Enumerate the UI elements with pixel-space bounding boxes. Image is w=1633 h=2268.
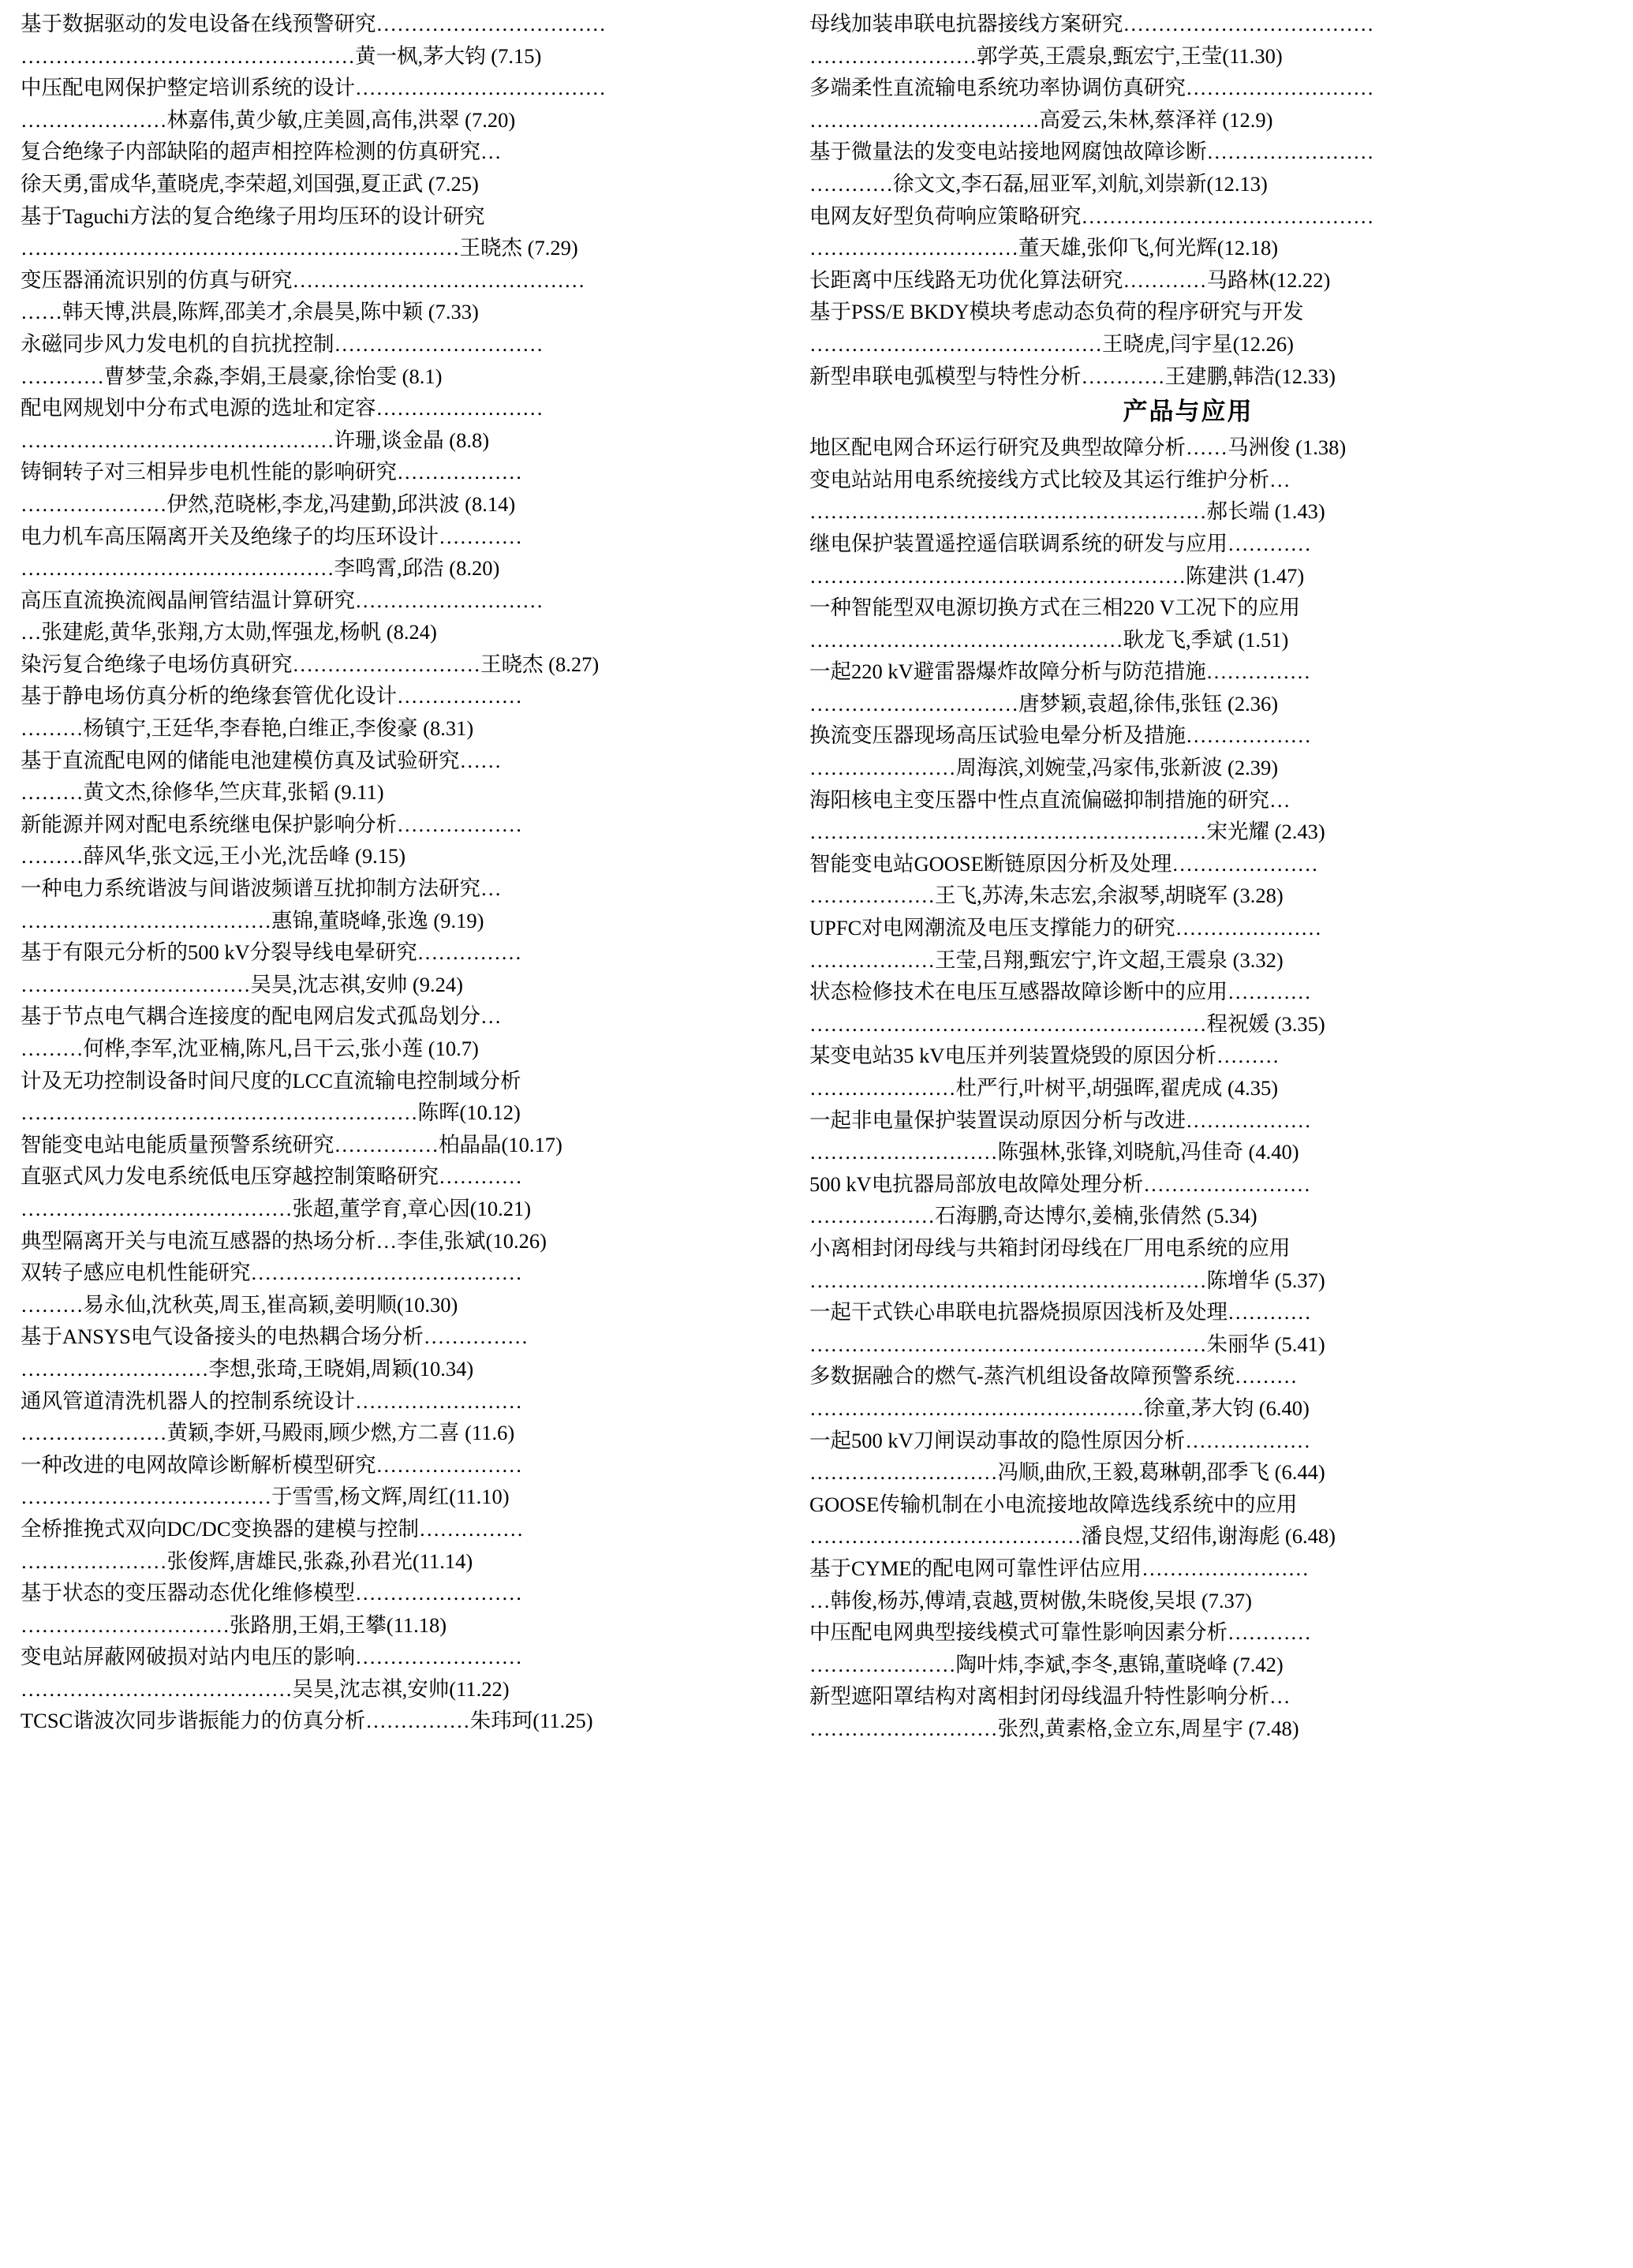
toc-entry-title: 一起500 kV刀闸误动事故的隐性原因分析……………… — [809, 1428, 1311, 1452]
toc-entry-authors: ……………………郭学英,王震泉,甄宏宁,王莹(11.30) — [809, 43, 1283, 68]
toc-entry[interactable] — [809, 1168, 1567, 1232]
toc-column-right — [809, 8, 1567, 2268]
toc-entry-title: 中压配电网保护整定培训系统的设计……………………………… — [21, 76, 606, 100]
toc-entry-title: 双转子感应电机性能研究………………………………… — [21, 1261, 522, 1285]
toc-entry[interactable] — [21, 1641, 778, 1705]
toc-entry[interactable] — [21, 1129, 778, 1161]
toc-entry-authors: …………………黄颖,李妍,马殿雨,顾少燃,方二喜 (11.6) — [21, 1421, 515, 1445]
toc-entry[interactable] — [21, 1257, 778, 1321]
toc-entry-authors: …………………………………………………郝长端 (1.43) — [809, 499, 1325, 524]
toc-entry[interactable] — [809, 656, 1567, 719]
toc-entry[interactable] — [809, 1616, 1567, 1680]
toc-entry-authors: ………黄文杰,徐修华,竺庆茸,张韬 (9.11) — [21, 780, 384, 805]
toc-entry-title: 基于直流配电网的储能电池建模仿真及试验研究…… — [21, 748, 502, 772]
toc-entry-title: 海阳核电主变压器中性点直流偏磁抑制措施的研究… — [809, 787, 1291, 812]
toc-entry[interactable] — [809, 432, 1567, 464]
toc-entry[interactable] — [809, 136, 1567, 200]
toc-entry-title: 铸铜转子对三相异步电机性能的影响研究……………… — [21, 460, 522, 484]
toc-entry-authors: …………………………………………………陈晖(10.12) — [21, 1100, 521, 1125]
toc-entry[interactable] — [809, 976, 1567, 1040]
toc-entry-authors: ………………………陈强林,张锋,刘晓航,冯佳奇 (4.40) — [809, 1140, 1299, 1164]
toc-entry-title: 全桥推挽式双向DC/DC变换器的建模与控制…………… — [21, 1516, 524, 1541]
toc-entry-title: 长距离中压线路无功优化算法研究…………马路林(12.22) — [809, 267, 1331, 292]
toc-entry[interactable] — [809, 8, 1567, 72]
toc-entry-authors: …………………张俊辉,唐雄民,张淼,孙君光(11.14) — [21, 1549, 473, 1573]
toc-entry-title: 基于微量法的发变电站接地网腐蚀故障诊断…………………… — [809, 140, 1374, 164]
toc-entry[interactable] — [809, 719, 1567, 783]
toc-entry-authors: …………………林嘉伟,黄少敏,庄美圆,高伟,洪翠 (7.20) — [21, 107, 516, 132]
toc-entry-title: 新型遮阳罩结构对离相封闭母线温升特性影响分析… — [809, 1684, 1291, 1709]
toc-entry[interactable] — [809, 361, 1567, 393]
toc-entry-authors: …………………………董天雄,张仰飞,何光辉(12.18) — [809, 236, 1279, 260]
toc-entry[interactable] — [21, 1577, 778, 1641]
toc-entry-title: 一种电力系统谐波与间谐波频谱互扰抑制方法研究… — [21, 876, 502, 901]
toc-entry-title: UPFC对电网潮流及电压支撑能力的研究………………… — [809, 916, 1322, 940]
toc-entry-authors: ………………王飞,苏涛,朱志宏,余淑琴,胡晓军 (3.28) — [809, 884, 1284, 908]
toc-entry-title: 多数据融合的燃气-蒸汽机组设备故障预警系统……… — [809, 1364, 1298, 1388]
toc-entry[interactable] — [21, 585, 778, 648]
toc-entry[interactable] — [809, 1040, 1567, 1104]
toc-entry-authors: ……………………………………王晓虎,闫宇星(12.26) — [809, 331, 1294, 356]
toc-entry[interactable] — [21, 72, 778, 136]
toc-entry[interactable] — [21, 1321, 778, 1384]
toc-entry[interactable] — [809, 464, 1567, 528]
toc-entry-title: 一起非电量保护装置误动原因分析与改进……………… — [809, 1108, 1311, 1132]
toc-entry-authors: ………………………………………许珊,谈金晶 (8.8) — [21, 428, 490, 452]
toc-entry[interactable] — [809, 784, 1567, 848]
toc-entry-title: 基于CYME的配电网可靠性评估应用…………………… — [809, 1556, 1310, 1580]
toc-entry[interactable] — [809, 848, 1567, 912]
toc-entry[interactable] — [809, 296, 1567, 360]
toc-entry-title: 直驱式风力发电系统低电压穿越控制策略研究………… — [21, 1164, 522, 1189]
toc-entry[interactable] — [21, 200, 778, 264]
toc-entry-authors: …………………………………………………程祝媛 (3.35) — [809, 1011, 1325, 1036]
toc-entry-title: 某变电站35 kV电压并列装置烧毁的原因分析……… — [809, 1044, 1280, 1068]
toc-entry[interactable] — [21, 1385, 778, 1449]
toc-entry-title: 500 kV电抗器局部放电故障处理分析…………………… — [809, 1171, 1311, 1196]
toc-entry[interactable] — [809, 1296, 1567, 1360]
toc-entry-authors: …………………………………………………宋光耀 (2.43) — [809, 820, 1325, 844]
toc-entry-authors: ………………………………惠锦,董晓峰,张逸 (9.19) — [21, 908, 484, 932]
toc-entry-title: 配电网规划中分布式电源的选址和定容…………………… — [21, 396, 544, 420]
toc-entry-authors: …………………………………………………朱丽华 (5.41) — [809, 1332, 1325, 1356]
toc-entry-authors: ………薛风华,张文远,王小光,沈岳峰 (9.15) — [21, 844, 406, 869]
section-title: 产品与应用 — [1123, 398, 1254, 426]
toc-entry[interactable] — [809, 1552, 1567, 1616]
toc-entry-title: 变压器涌流识别的仿真与研究…………………………………… — [21, 267, 585, 292]
toc-entry-authors: ………………………………………李鸣霄,邱浩 (8.20) — [21, 556, 500, 581]
toc-entry-title: 基于有限元分析的500 kV分裂导线电晕研究…………… — [21, 940, 522, 965]
toc-entry-authors: …………………………………………………陈增华 (5.37) — [809, 1268, 1325, 1292]
toc-entry-authors: …………………………张路朋,王娟,王攀(11.18) — [21, 1612, 447, 1637]
toc-entry[interactable] — [809, 1360, 1567, 1424]
toc-entry-title: 地区配电网合环运行研究及典型故障分析……马洲俊 (1.38) — [809, 435, 1347, 460]
toc-entry[interactable] — [21, 136, 778, 200]
toc-entry-authors: …………………伊然,范晓彬,李龙,冯建勤,邱洪波 (8.14) — [21, 491, 516, 516]
toc-entry-authors: ………………………张烈,黄素格,金立东,周星宇 (7.48) — [809, 1716, 1299, 1740]
toc-entry[interactable] — [21, 456, 778, 520]
toc-entry[interactable] — [21, 8, 778, 72]
toc-entry[interactable] — [809, 528, 1567, 592]
toc-entry[interactable] — [809, 912, 1567, 976]
toc-entry-authors: …………………………唐梦颖,袁超,徐伟,张钰 (2.36) — [809, 691, 1279, 716]
toc-entry[interactable] — [809, 264, 1567, 297]
toc-entry-title: 基于状态的变压器动态优化维修模型…………………… — [21, 1581, 522, 1605]
toc-entry-authors: ………………………冯顺,曲欣,王毅,葛琳朝,邵季飞 (6.44) — [809, 1460, 1325, 1485]
toc-entry[interactable] — [809, 1680, 1567, 1744]
toc-entry[interactable] — [21, 264, 778, 328]
toc-entry-title: 一起220 kV避雷器爆炸故障分析与防范措施…………… — [809, 659, 1311, 684]
toc-entry[interactable] — [21, 809, 778, 872]
toc-entry[interactable] — [21, 680, 778, 744]
toc-entry-title: 变电站屏蔽网破损对站内电压的影响…………………… — [21, 1645, 522, 1669]
toc-entry-title: 通风管道清洗机器人的控制系统设计…………………… — [21, 1388, 522, 1413]
toc-entry-authors: …………………陶叶炜,李斌,李冬,惠锦,董晓峰 (7.42) — [809, 1652, 1284, 1676]
toc-entry-title: 基于ANSYS电气设备接头的电热耦合场分析…………… — [21, 1325, 529, 1349]
toc-entry[interactable] — [21, 1705, 778, 1737]
toc-entry-authors: …张建彪,黄华,张翔,方太勋,恽强龙,杨帆 (8.24) — [21, 620, 437, 645]
toc-entry[interactable] — [21, 392, 778, 456]
toc-entry-authors: 徐天勇,雷成华,董晓虎,李荣超,刘国强,夏正武 (7.25) — [21, 171, 479, 196]
toc-entry[interactable] — [21, 1160, 778, 1224]
toc-entry-title: 新型串联电弧模型与特性分析…………王建鹏,韩浩(12.33) — [809, 364, 1336, 388]
toc-entry-title: 基于Taguchi方法的复合绝缘子用均压环的设计研究 — [21, 204, 485, 228]
toc-entry[interactable] — [809, 592, 1567, 656]
toc-entry-title: 计及无功控制设备时间尺度的LCC直流输电控制域分析 — [21, 1068, 521, 1093]
toc-entry-authors: …………………………………………徐童,茅大钧 (6.40) — [809, 1396, 1310, 1420]
toc-entry[interactable] — [21, 648, 778, 681]
toc-entry-title: 复合绝缘子内部缺陷的超声相控阵检测的仿真研究… — [21, 140, 502, 164]
toc-entry-authors: …………………杜严行,叶树平,胡强晖,翟虎成 (4.35) — [809, 1076, 1279, 1100]
toc-entry[interactable] — [21, 1449, 778, 1513]
toc-entry-title: 基于PSS/E BKDY模块考虑动态负荷的程序研究与开发 — [809, 300, 1304, 324]
toc-entry-authors: ……韩天博,洪晨,陈辉,邵美才,余晨昊,陈中颖 (7.33) — [21, 300, 479, 324]
toc-entry-title: 换流变压器现场高压试验电晕分析及措施……………… — [809, 723, 1311, 748]
toc-entry[interactable] — [809, 1425, 1567, 1489]
toc-entry-authors: ………………………………………耿龙飞,季斌 (1.51) — [809, 627, 1289, 652]
toc-entry-title: 中压配电网典型接线模式可靠性影响因素分析………… — [809, 1620, 1311, 1645]
toc-entry[interactable] — [21, 328, 778, 392]
toc-entry-title: 变电站站用电系统接线方式比较及其运行维护分析… — [809, 467, 1291, 491]
toc-entry[interactable] — [21, 1065, 778, 1129]
toc-entry-authors: ………………………李想,张琦,王晓娟,周颖(10.34) — [21, 1356, 474, 1381]
toc-entry-title: 继电保护装置遥控遥信联调系统的研发与应用………… — [809, 531, 1311, 555]
toc-entry-title: 基于静电场仿真分析的绝缘套管优化设计……………… — [21, 684, 522, 708]
toc-entry-authors: ……………………………吴昊,沈志祺,安帅 (9.24) — [21, 972, 463, 996]
toc-entry-authors: …………徐文文,李石磊,屈亚军,刘航,刘崇新(12.13) — [809, 171, 1268, 196]
toc-entry-authors: ………易永仙,沈秋英,周玉,崔高颖,姜明顺(10.30) — [21, 1292, 458, 1317]
toc-entry-title: 高压直流换流阀晶闸管结温计算研究……………………… — [21, 588, 544, 612]
toc-entry-authors: …韩俊,杨苏,傅靖,袁越,贾树傲,朱晓俊,吴垠 (7.37) — [809, 1588, 1252, 1612]
toc-entry-authors: …………………………………潘良煜,艾绍伟,谢海彪 (6.48) — [809, 1524, 1336, 1549]
toc-entry-title: 母线加装串联电抗器接线方案研究……………………………… — [809, 12, 1374, 35]
toc-entry-title: 电网友好型负荷响应策略研究…………………………………… — [809, 204, 1374, 228]
toc-entry-authors: ………………………………………………………王晓杰 (7.29) — [21, 236, 578, 260]
toc-entry[interactable] — [809, 200, 1567, 264]
toc-entry[interactable] — [809, 1232, 1567, 1296]
toc-entry[interactable] — [21, 936, 778, 1000]
toc-entry-authors: …………曹梦莹,余淼,李娟,王晨豪,徐怡雯 (8.1) — [21, 364, 443, 388]
toc-entry-authors: …………………………………张超,董学育,章心因(10.21) — [21, 1196, 532, 1220]
toc-entry-title: 基于节点电气耦合连接度的配电网启发式孤岛划分… — [21, 1004, 502, 1029]
toc-entry-title: 新能源并网对配电系统继电保护影响分析……………… — [21, 812, 522, 836]
toc-entry[interactable] — [21, 872, 778, 936]
toc-entry[interactable] — [809, 1489, 1567, 1552]
toc-entry[interactable] — [21, 745, 778, 809]
toc-entry-title: GOOSE传输机制在小电流接地故障选线系统中的应用 — [809, 1492, 1298, 1516]
toc-entry-authors: ……………………………高爱云,朱林,蔡泽祥 (12.9) — [809, 107, 1273, 132]
toc-entry-authors: ………………………………于雪雪,杨文辉,周红(11.10) — [21, 1485, 510, 1509]
toc-entry-title: 小离相封闭母线与共箱封闭母线在厂用电系统的应用 — [809, 1235, 1291, 1260]
toc-column-left — [21, 8, 778, 2268]
toc-entry-title: 基于数据驱动的发电设备在线预警研究…………………………… — [21, 12, 606, 35]
toc-entry-title: 一种智能型双电源切换方式在三相220 V工况下的应用 — [809, 596, 1301, 620]
toc-entry[interactable] — [809, 1104, 1567, 1168]
toc-entry-authors: ………………王莹,吕翔,甄宏宁,许文超,王震泉 (3.32) — [809, 947, 1284, 972]
toc-entry-title: 智能变电站电能质量预警系统研究……………柏晶晶(10.17) — [21, 1132, 562, 1156]
toc-entry-authors: ………何桦,李军,沈亚楠,陈凡,吕干云,张小莲 (10.7) — [21, 1037, 479, 1060]
toc-entry-title: 典型隔离开关与电流互感器的热场分析…李佳,张斌(10.26) — [21, 1228, 547, 1253]
toc-entry[interactable] — [809, 72, 1567, 136]
toc-entry-title: 永磁同步风力发电机的自抗扰控制………………………… — [21, 331, 544, 356]
toc-entry-title: 智能变电站GOOSE断链原因分析及处理………………… — [809, 851, 1318, 876]
toc-entry[interactable] — [21, 1225, 778, 1257]
toc-entry-authors: ………杨镇宁,王廷华,李春艳,白维正,李俊豪 (8.31) — [21, 716, 474, 741]
toc-entry-title: 多端柔性直流输电系统功率协调仿真研究……………………… — [809, 76, 1374, 100]
toc-entry-authors: ………………………………………………陈建洪 (1.47) — [809, 563, 1305, 588]
toc-entry-authors: …………………………………………黄一枫,茅大钧 (7.15) — [21, 43, 542, 68]
toc-entry-title: 状态检修技术在电压互感器故障诊断中的应用………… — [809, 980, 1311, 1004]
toc-entry-title: 电力机车高压隔离开关及绝缘子的均压环设计………… — [21, 524, 522, 548]
toc-entry-title: 一起干式铁心串联电抗器烧损原因浅析及处理………… — [809, 1300, 1311, 1325]
toc-entry-authors: ………………石海鹏,奇达博尔,姜楠,张倩然 (5.34) — [809, 1204, 1257, 1228]
toc-entry-title: TCSC谐波次同步谐振能力的仿真分析……………朱玮珂(11.25) — [21, 1709, 593, 1733]
toc-entry[interactable] — [21, 1513, 778, 1577]
toc-entry-title: 染污复合绝缘子电场仿真研究………………………王晓杰 (8.27) — [21, 652, 600, 676]
toc-entry-authors: …………………周海滨,刘婉莹,冯家伟,张新波 (2.39) — [809, 756, 1279, 780]
toc-entry[interactable] — [21, 521, 778, 585]
toc-entry-authors: …………………………………吴昊,沈志祺,安帅(11.22) — [21, 1676, 510, 1701]
toc-entry[interactable] — [21, 1000, 778, 1064]
toc-entry-title: 一种改进的电网故障诊断解析模型研究………………… — [21, 1452, 522, 1477]
